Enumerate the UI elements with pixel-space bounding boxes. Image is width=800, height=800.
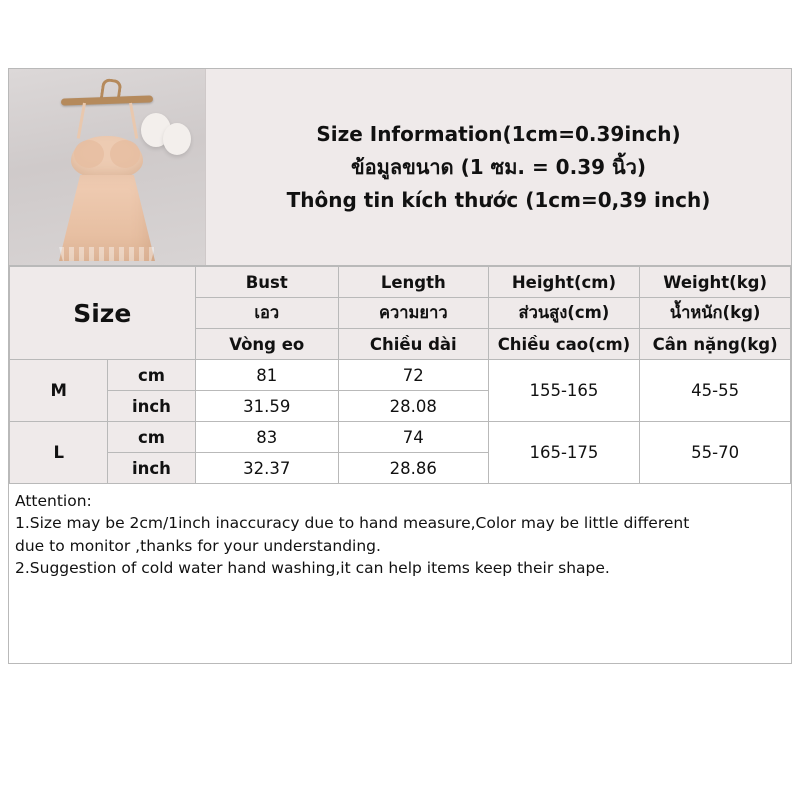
header-bust-th: เอว (195, 298, 338, 329)
row-l-inch-bust: 32.37 (195, 453, 338, 484)
attention-line-2: due to monitor ,thanks for your understanding. (15, 536, 381, 555)
row-l-height: 165-175 (488, 422, 640, 484)
row-l-cm-bust: 83 (195, 422, 338, 453)
attention-line-3: 2.Suggestion of cold water hand washing,it can help items keep their shape. (15, 559, 610, 578)
row-size-l: L (10, 422, 108, 484)
attention-line-1: 1.Size may be 2cm/1inch inaccuracy due to hand measure,Color may be little different (15, 514, 690, 533)
header-bust-en: Bust (195, 267, 338, 298)
row-m-unit-inch: inch (108, 391, 195, 422)
row-size-m: M (10, 360, 108, 422)
row-m-weight: 45-55 (640, 360, 791, 422)
attention-block (9, 484, 791, 663)
table-row (10, 422, 791, 453)
dress-lace-hem (59, 247, 155, 261)
row-l-unit-cm: cm (108, 422, 195, 453)
header-height-vi: Chiều cao(cm) (488, 329, 640, 360)
row-m-inch-length: 28.08 (338, 391, 488, 422)
table-row (10, 360, 791, 391)
title-line-vi: Thông tin kích thước (1cm=0,39 inch) (286, 187, 711, 212)
row-m-unit-cm: cm (108, 360, 195, 391)
row-m-cm-length: 72 (338, 360, 488, 391)
header-weight-en: Weight(kg) (640, 267, 791, 298)
dress-bodice (71, 136, 143, 178)
attention-title: Attention: (15, 492, 92, 510)
row-l-weight: 55-70 (640, 422, 791, 484)
size-chart-sheet (8, 68, 792, 664)
header-bust-vi: Vòng eo (195, 329, 338, 360)
header-length-vi: Chiều dài (338, 329, 488, 360)
header-band (9, 69, 791, 266)
dress-strap-right (129, 103, 138, 139)
header-length-en: Length (338, 267, 488, 298)
row-l-inch-length: 28.86 (338, 453, 488, 484)
header-weight-th: น้ำหนัก(kg) (640, 298, 791, 329)
header-length-th: ความยาว (338, 298, 488, 329)
title-line-th: ข้อมูลขนาด (1 ซม. = 0.39 นิ้ว) (350, 154, 647, 179)
size-table (9, 266, 791, 484)
row-l-cm-length: 74 (338, 422, 488, 453)
header-height-en: Height(cm) (488, 267, 640, 298)
product-photo (9, 69, 206, 265)
row-m-cm-bust: 81 (195, 360, 338, 391)
row-m-height: 155-165 (488, 360, 640, 422)
dress-strap-left (77, 103, 86, 139)
row-m-inch-bust: 31.59 (195, 391, 338, 422)
decor-blob-two (163, 123, 191, 155)
header-height-th: ส่วนสูง(cm) (488, 298, 640, 329)
size-corner-label: Size (10, 267, 196, 360)
table-header-row-1 (10, 267, 791, 298)
row-l-unit-inch: inch (108, 453, 195, 484)
header-weight-vi: Cân nặng(kg) (640, 329, 791, 360)
title-line-en: Size Information(1cm=0.39inch) (316, 121, 681, 146)
title-block (206, 69, 791, 265)
